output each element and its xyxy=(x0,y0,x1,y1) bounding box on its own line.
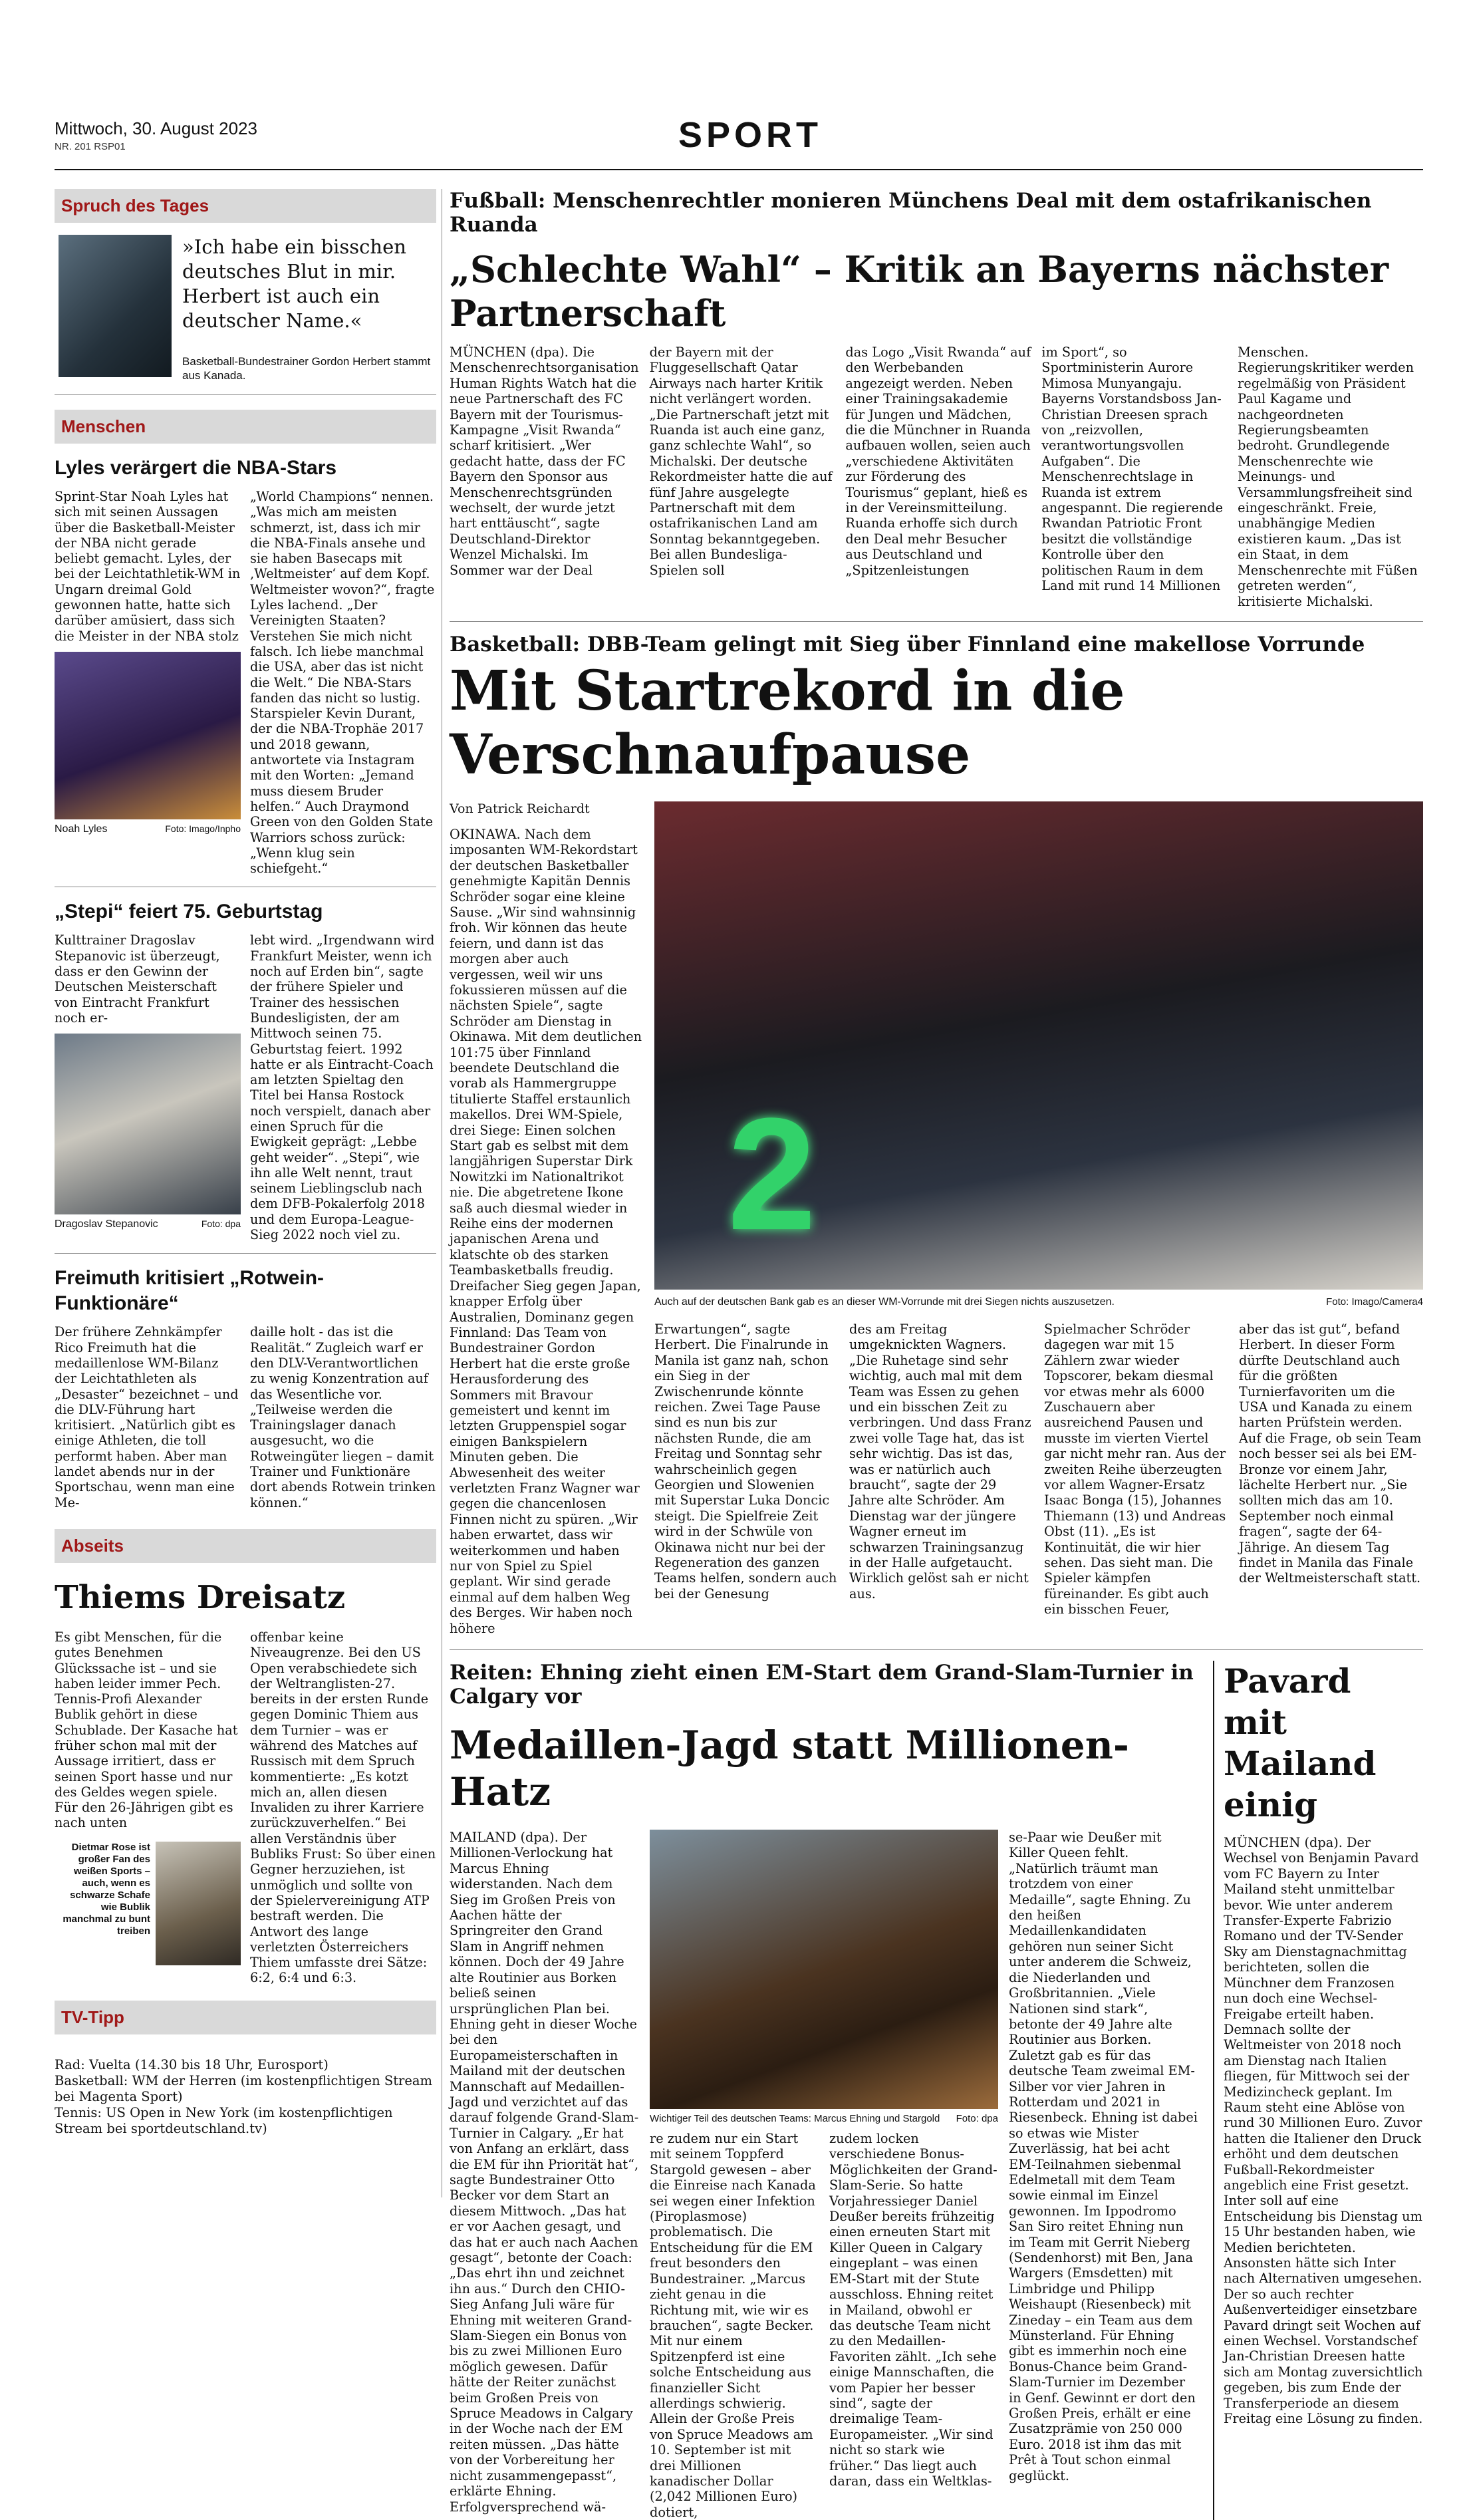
lyles-caption: Noah Lyles xyxy=(55,823,108,835)
basketball-kicker: Basketball: DBB-Team gelingt mit Sieg über Finnland eine makellose Vorrunde xyxy=(450,632,1365,656)
tv-line-tennis: Tennis: US Open in New York (im kostenpflichtigen Stream bei sportdeutschland.tv) xyxy=(55,2104,393,2136)
reiten-photo xyxy=(650,1830,998,2109)
tv-list xyxy=(55,2034,436,2137)
basketball-caption: Auch auf der deutschen Bank gab es an dieser WM-Vorrunde mit drei Siegen nichts auszusetzen. xyxy=(654,1296,1115,1308)
spruch-caption: Basketball-Bundestrainer Gordon Herbert stammt aus Kanada. xyxy=(182,355,431,382)
abseits-col2: offenbar keine Niveaugrenze. Bei den US Open verabschiedete sich der Weltranglisten-27. bereits in der ersten Runde gegen Dominic Thiem aus dem Turnier – was er während des Matches auf Russisch mit dem Spruch kommentierte: „Es kotzt mich an, allen diesen Invaliden zu ihrer Karriere zurückzuverhelfen.“ Bei allen Verständnis über Bubliks Frust: So über einen Gegner herzuziehen, ist unmöglich und sollte von der Spielervereinigung ATP bestraft werden. Die Antwort des lange verletzten Österreichers Thiem umfasste drei Sätze: 6:2, 6:4 und 6:3. xyxy=(250,1629,436,1986)
reiten-credit: Foto: dpa xyxy=(956,2113,998,2125)
issue-code: NR. 201 RSP01 xyxy=(55,141,126,152)
lyles-article xyxy=(55,489,436,876)
spruch-quote: »Ich habe ein bisschen deutsches Blut in mir. Herbert ist auch ein deutscher Name.« xyxy=(182,235,406,332)
abseits-heading: Abseits xyxy=(55,1529,436,1563)
freimuth-title: Freimuth kritisiert „Rotwein-Funktionäre“ xyxy=(55,1267,325,1315)
lyles-title: Lyles verärgert die NBA-Stars xyxy=(55,457,337,479)
bayern-headline: „Schlechte Wahl“ – Kritik an Bayerns nächster Partnerschaft xyxy=(450,248,1389,335)
lyles-col2: „World Champions“ nennen. „Was mich am meisten schmerzt, ist, dass ich mir die NBA-Finals ansehe und sie haben Basecaps mit ‚Weltmeister‘ auf dem Kopf. Weltmeister wovon?“, fragte Lyles lachend. „Der Vereinigten Staaten? Verstehen Sie mich nicht falsch. Ich liebe manchmal die USA, aber das ist nicht die Welt.“ Die NBA-Stars fanden das nicht so lustig. Starspieler Kevin Durant, der die NBA-Trophäe 2017 und 2018 gewann, antwortete via Instagram mit den Worten: „Jemand muss diesem Bruder helfen.“ Auch Draymond Green von den Golden State Warriors schoss zurück: „Wenn klug sein schiefgeht.“ xyxy=(250,489,435,877)
header-rule xyxy=(55,169,1423,170)
spruch-heading: Spruch des Tages xyxy=(55,189,436,223)
basketball-col-2: des am Freitag umgeknickten Wagners. „Die Ruhetage sind sehr wichtig, auch mal mit dem Team was Essen zu gehen und ein bisschen Zeit zu verbringen. Und dass Franz zwei volle Tage hat, das ist sehr wichtig. Das ist das, was er natürlich auch braucht“, sagte der 29 Jahre alte Schröder. Am Dienstag war der jüngere Wagner erneut im schwarzen Trainingsanzug in der Halle aufgetaucht. Wirklich gelöst sah er nicht aus. xyxy=(849,1321,1031,1602)
freimuth-col2: daille holt - das ist die Realität.“ Zugleich warf er den DLV-Verantwortlichen zu wenig Konzentration auf das Wesentliche vor. „Teilweise werden die Trainingslager danach ausgesucht, wo die Rotweingüter liegen – damit Trainer und Funktionäre dort abends Rotwein trinken können.“ xyxy=(250,1324,436,1510)
stepi-col2: lebt wird. „Irgendwann wird Frankfurt Meister, wenn ich noch auf Erden bin“, sagte der frühere Spieler und Trainer des hessischen Bundesligisten, der am Mittwoch seinen 75. Geburtstag feiert. 1992 hatte er als Eintracht-Coach am letzten Spieltag den Titel bei Hansa Rostock noch verspielt, danach aber einen Spruch für die Ewigkeit geprägt: „Lebbe geht weider“. „Stepi“, wie ihn alle Welt nennt, traut seinem Lieblingsclub nach dem DFB-Pokalerfolg 2018 und dem Europa-League-Sieg 2022 noch viel zu. xyxy=(250,932,435,1243)
stepi-title: „Stepi“ feiert 75. Geburtstag xyxy=(55,901,323,923)
pavard-headline: Pavard mit Mailand einig xyxy=(1224,1661,1377,1825)
bayern-col-1: MÜNCHEN (dpa). Die Menschenrechtsorganisation Human Rights Watch hat die neue Partnerschaft des FC Bayern mit der Tourismus-Kampagne „Visit Rwanda“ scharf kritisiert. „Wer gedacht hatte, dass der FC Bayern den Sponsor aus Menschenrechtsgründen wechselt, der wurde jetzt hart enttäuscht“, sagte Deutschland-Direktor Wenzel Michalski. Im Sommer war der Deal xyxy=(450,345,639,578)
bayern-col-4: im Sport“, so Sportministerin Aurore Mimosa Munyangaju. Bayerns Vorstandsboss Jan-Christian Dreesen sprach von „reizvollen, verantwortungsvollen Aufgaben“. Die Menschenrechtslage in Ruanda ist extrem angespannt. Die regierende Rwandan Patriotic Front besitzt die vollständige Kontrolle über den politischen Raum in dem Land mit rund 14 Millionen xyxy=(1041,345,1224,594)
basketball-col-3: Spielmacher Schröder dagegen war mit 15 Zählern zwar wieder Topscorer, bekam diesmal vor etwas mehr als 6000 Zuschauern aber ausreichend Pausen und musste im vierten Viertel gar nicht mehr ran. Aus der zweiten Reihe überzeugten vor allem Wagner-Ersatz Isaac Bonga (15), Johannes Thiemann (13) und Andreas Obst (11). „Es ist Kontinuität, die wir hier sehen. Das sieht man. Die Spieler kämpfen füreinander. Es gibt auch ein bisschen Feuer, xyxy=(1044,1321,1226,1617)
bayern-col-5: Menschen. Regierungskritiker werden regelmäßig von Präsident Paul Kagame und nachgeordneten Regierungsbeamten bedroht. Grundlegende Menschenrechte wie Meinungs- und Versammlungsfreiheit sind eingeschränkt. Freie, unabhängige Medien existieren kaum. „Das ist ein Staat, in dem Menschenrechte mit Füßen getreten werden“, kritisierte Michalski. xyxy=(1238,345,1418,609)
bayern-kicker: Fußball: Menschenrechtler monieren Münchens Deal mit dem ostafrikanischen Ruanda xyxy=(450,189,1372,237)
stepi-credit: Foto: dpa xyxy=(201,1218,241,1230)
herbert-photo xyxy=(59,235,172,377)
basketball-col-4: aber das ist gut“, befand Herbert. In dieser Form dürfte Deutschland auch für die größten Turnierfavoriten um die USA und Kanada zu einem harten Prüfstein werden. Auf die Frage, ob sein Team noch besser sei als bei EM-Bronze vor einem Jahr, lächelte Herbert nur. „Sie sollten mich das am 10. September noch einmal fragen“, sagte der 64-Jährige. An diesem Tag findet in Manila das Finale der Weltmeisterschaft statt. xyxy=(1239,1321,1422,1586)
abseits-article xyxy=(55,1629,436,1986)
stepanovic-photo xyxy=(55,1034,241,1214)
reiten-col-2: re zudem nur ein Start mit seinem Toppferd Stargold gewesen – aber die Einreise nach Kanada sei wegen einer Infektion (Piroplasmose) problematisch. Die Entscheidung für die EM freut besonders den Bundestrainer. „Marcus zieht genau in die Richtung mit, wie wir es brauchen“, sagte Becker. Mit nur einem Spitzenpferd ist eine solche Entscheidung aus finanzieller Sicht allerdings schwierig. Allein der Große Preis von Spruce Meadows am 10. September ist mit drei Millionen kanadischer Dollar (2,042 Millionen Euro) dotiert, xyxy=(650,2131,816,2520)
freimuth-col1: Der frühere Zehnkämpfer Rico Freimuth hat die medaillenlose WM-Bilanz der Leichtathleten als „Desaster“ bezeichnet – und die DLV-Führung hart kritisiert. „Natürlich gibt es einige Athleten, die toll performt haben. Aber man landet abends nur in der Sportschau, wenn man eine Me- xyxy=(55,1324,239,1510)
basketball-credit: Foto: Imago/Camera4 xyxy=(1326,1296,1423,1308)
tv-heading: TV-Tipp xyxy=(55,2001,436,2034)
bayern-col-3: das Logo „Visit Rwanda“ auf den Werbebanden angezeigt werden. Neben einer Trainingsakademie für Jungen und Mädchen, die die Münchner in Ruanda aufbauen wollen, seien auch „verschiedene Aktivitäten zur Förderung des Tourismus“ geplant, hieß es in der Vereinsmitteilung. Ruanda erhoffe sich durch den Deal mehr Besucher aus Deutschland und „Spitzenleistungen xyxy=(845,345,1031,578)
rose-photo xyxy=(156,1842,241,1965)
basketball-headline: Mit Startrekord in die Verschnaufpause xyxy=(450,658,1125,787)
bayern-col-2: der Bayern mit der Fluggesellschaft Qatar Airways nach harter Kritik nicht verlängert worden. „Die Partnerschaft jetzt mit Ruanda ist auch eine ganz, ganz schlechte Wahl“, so Michalski. Der deutsche Rekordmeister hatte die auf fünf Jahre ausgelegte Partnerschaft mit dem ostafrikanischen Land am Sonntag bekanntgegeben. Bei allen Bundesliga-Spielen soll xyxy=(649,345,833,578)
shot-clock-digit: 2 xyxy=(728,1084,817,1263)
reiten-lower xyxy=(650,2131,998,2520)
stepi-col1: Kulttrainer Dragoslav Stepanovic ist überzeugt, dass er den Gewinn der Deutschen Meisterschaft von Eintracht Frankfurt noch er- xyxy=(55,932,220,1026)
basketball-col-1: Erwartungen“, sagte Herbert. Die Finalrunde in Manila ist ganz nah, schon ein Sieg in der Zwischenrunde könnte reichen. Zwei Tage Pause sind es nun bis zur nächsten Runde, die am Freitag und Sonntag sehr wahrscheinlich gegen Georgien und Slowenien mit Superstar Luka Doncic steigt. Die Spielfreie Zeit wird in der Schwüle von Okinawa nicht nur bei der Regeneration des ganzen Teams helfen, sondern auch bei der Genesung xyxy=(654,1321,837,1602)
lyles-col1: Sprint-Star Noah Lyles hat sich mit seinen Aussagen über die Basketball-Meister der NBA nicht gerade beliebt gemacht. Lyles, der bei der Leichtathletik-WM in Ungarn dreimal Gold gewonnen hatte, hatte sich darüber amüsiert, dass sich die Meister in der NBA stolz xyxy=(55,489,241,644)
basketball-lead: OKINAWA. Nach dem imposanten WM-Rekordstart der deutschen Basketballer genehmigte Kapitän Dennis Schröder sogar eine kleine Sause. „Wir sind wahnsinnig froh. Wir können das heute feiern, und dann ist das morgen aber auch vergessen, weil wir uns fokussieren müssen auf die nächsten Spiele“, sagte Schröder am Dienstag in Okinawa. Mit dem deutlichen 101:75 über Finnland beendete Deutschland die vorab als Hammergruppe titulierte Staffel erstaunlich makellos. Drei WM-Spiele, drei Siege: Einen solchen Start gab es selbst mit dem langjährigen Superstar Dirk Nowitzki im Nationaltrikot nie. Die abgetretene Ikone saß auch diesmal wieder in Reihe eins der modernen japanischen Arena und klatschte ob des starken Teambasketballs freudig. Dreifacher Sieg gegen Japan, knapper Erfolg über Australien, Dominanz gegen Finnland: Das Team von Bundestrainer Gordon Herbert hat die erste große Herausforderung des Sommers mit Bravour gemeistert und kennt im letzten Gruppenspiel sogar einigen Bankspielern Minuten geben. Die Abwesenheit des weiter verletzten Franz Wagner war gegen die chancenlosen Finnen nicht zu spüren. „Wir haben erwartet, dass wir weiterkommen und haben nur von Spiel zu Spiel geplant. Wir sind gerade einmal auf dem halben Weg des Berges. Wir haben noch höhere xyxy=(450,826,642,1636)
issue-date: Mittwoch, 30. August 2023 xyxy=(55,118,257,138)
spruch-box xyxy=(55,223,436,395)
basketball-article xyxy=(654,1322,1423,1617)
bayern-article xyxy=(450,345,1423,609)
reiten-col-1: MAILAND (dpa). Der Millionen-Verlockung hat Marcus Ehning widerstanden. Nach dem Sieg im Großen Preis von Aachen hätte der Springreiter den Grand Slam in Angriff nehmen können. Doch der 49 Jahre alte Routinier aus Borken beließ seinen ursprünglichen Plan bei. Ehning geht in dieser Woche bei den Europameisterschaften in Mailand mit der deutschen Mannschaft auf Medaillen-Jagd und verzichtet auf das darauf folgende Grand-Slam-Turnier in Calgary. „Er hat von Anfang an erklärt, dass die EM für ihn Priorität hat“, sagte Bundestrainer Otto Becker vor dem Start an diesem Mittwoch. „Das hat er vor Aachen gesagt, und das hat er auch nach Aachen gesagt“, betonte der Coach: „Das ehrt ihn und zeichnet ihn aus.“ Durch den CHIO-Sieg Anfang Juli wäre für Ehning mit weiteren Grand-Slam-Siegen ein Bonus von bis zu zwei Millionen Euro möglich gewesen. Dafür hätte der Reiter zunächst beim Großen Preis von Spruce Meadows in Calgary in der Woche nach der EM reiten müssen. „Das hätte von der Vorbereitung her nicht zusammengepasst“, erklärte Ehning. Erfolgversprechend wä- xyxy=(450,1830,639,2515)
main-content xyxy=(450,189,1423,2520)
reiten-kicker: Reiten: Ehning zieht einen EM-Start dem Grand-Slam-Turnier in Calgary vor xyxy=(450,1661,1194,1709)
basketball-byline: Von Patrick Reichardt xyxy=(450,801,590,816)
reiten-col-4: se-Paar wie Deußer mit Killer Queen fehlt. „Natürlich träumt man trotzdem von einer Medaille“, sagte Ehning. Zu den heißen Medaillenkandidaten gehören nun seiner Sicht unter anderem die Schweiz, die Niederlanden und Großbritannien. „Viele Nationen sind stark“, betonte der 49 Jahre alte Routinier aus Borken. Zuletzt gab es für das deutsche Team zweimal EM-Silber vor vier Jahren in Rotterdam und 2021 in Riesenbeck. Ehning ist dabei so etwas wie Mister Zuverlässig, hat bei acht EM-Teilnahmen siebenmal Edelmetall mit dem Team sowie einmal im Einzel gewonnen. Im Ippodromo San Siro reitet Ehning nun im Team mit Gerrit Nieberg (Sendenhorst) mit Ben, Jana Wargers (Emsdetten) mit Limbridge und Philipp Weishaupt (Riesenbeck) mit Zineday – ein Team aus dem Münsterland. Für Ehning gibt es immerhin noch eine Bonus-Chance beim Grand-Slam-Turnier im Dezember in Genf. Gewinnt er dort den Großen Preis, erhält er eine Zusatzprämie von 250 000 Euro. 2018 ist ihm das mit Prêt à Tout schon einmal geglückt. xyxy=(1009,1830,1198,2483)
tv-line-rad: Rad: Vuelta (14.30 bis 18 Uhr, Eurosport) xyxy=(55,2056,329,2072)
reiten-col-3: zudem locken verschiedene Bonus-Möglichkeiten der Grand-Slam-Serie. So hatte Vorjahressieger Daniel Deußer bereits frühzeitig einen erneuten Start mit Killer Queen in Calgary eingeplant – was einen EM-Start mit der Stute ausschloss. Ehning reitet in Mailand, obwohl er das deutsche Team nicht zu den Medaillen-Favoriten zählt. „Ich sehe einige Mannschaften, die vom Papier her besser sind“, sagte der dreimalige Team-Europameister. „Wir sind nicht so stark wie früher.“ Das liegt auch daran, dass ein Weltklas- xyxy=(829,2131,998,2489)
stepi-article xyxy=(55,932,436,1242)
stepi-caption: Dragoslav Stepanovic xyxy=(55,1218,158,1230)
abseits-author: Dietmar Rose ist großer Fan des weißen Sports – auch, wenn es schwarze Schafe wie Bublik manchmal zu bunt treiben xyxy=(63,1841,150,1937)
section-title: SPORT xyxy=(678,115,823,155)
menschen-heading: Menschen xyxy=(55,410,436,444)
reiten-headline: Medaillen-Jagd statt Millionen-Hatz xyxy=(450,1723,1129,1815)
basketball-photo xyxy=(654,801,1423,1290)
freimuth-article xyxy=(55,1324,436,1510)
abseits-col1: Es gibt Menschen, für die gutes Benehmen Glückssache ist – und sie haben leider immer Pech. Tennis-Profi Alexander Bublik gehört in diese Schublade. Der Kasache hat früher schon mal mit der Aussage irritiert, dass er seinen Sport hasse und nur des Geldes wegen spiele. Für den 26-Jährigen gibt es nach unten xyxy=(55,1629,238,1831)
lyles-credit: Foto: Imago/Inpho xyxy=(165,823,241,834)
reiten-caption: Wichtiger Teil des deutschen Teams: Marcus Ehning und Stargold xyxy=(650,2113,940,2125)
abseits-title: Thiems Dreisatz xyxy=(55,1578,346,1616)
pavard-text: MÜNCHEN (dpa). Der Wechsel von Benjamin Pavard vom FC Bayern zu Inter Mailand steht unmittelbar bevor. Wie unter anderem Transfer-Experte Fabrizio Romano und der TV-Sender Sky am Dienstagnachmittag berichteten, sollen die Münchner dem Franzosen nun doch eine Wechsel-Freigabe erteilt haben. Demnach sollte der Weltmeister von 2018 noch am Dienstag nach Italien fliegen, für Mittwoch sei der Medizincheck geplant. Im Raum steht eine Ablöse von rund 30 Millionen Euro. Zuvor hatten die Italiener den Druck erhöht und dem deutschen Fußball-Rekordmeister angeblich eine Frist gesetzt. Inter soll auf eine Entscheidung bis Dienstag um 15 Uhr bestanden haben, wie Medien berichteten. Ansonsten hätte sich Inter nach Alternativen umgesehen. Der so auch rechter Außenverteidiger einsetzbare Pavard dringt seit Wochen auf einen Wechsel. Vorstandschef Jan-Christian Dreesen hatte sich am Montag zuversichtlich gegeben, bis zum Ende der Transferperiode an diesem Freitag eine Lösung zu finden. xyxy=(1224,1835,1423,2427)
sidebar xyxy=(55,189,436,2137)
lyles-photo xyxy=(55,652,241,819)
tv-line-basketball: Basketball: WM der Herren (im kostenpflichtigen Stream bei Magenta Sport) xyxy=(55,2072,433,2104)
